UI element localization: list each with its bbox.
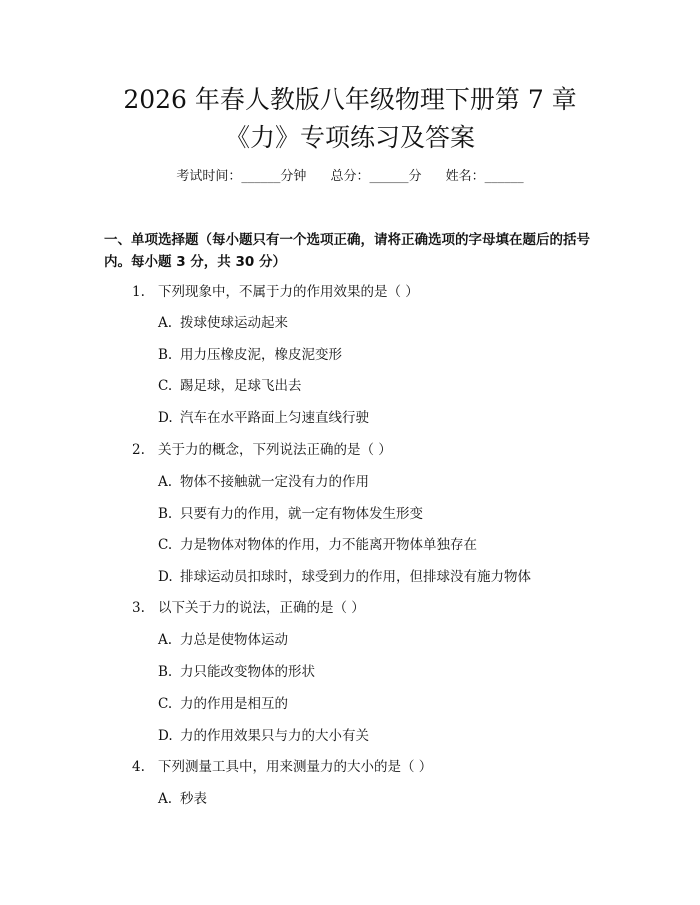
option-letter: D. [158, 569, 173, 585]
option-1a [158, 313, 288, 333]
option-letter: A. [158, 632, 173, 648]
option-text: 用力压橡皮泥，橡皮泥变形 [180, 347, 342, 363]
question-2 [132, 440, 392, 460]
question-number: 3. [132, 600, 145, 616]
option-text: 力总是使物体运动 [180, 632, 288, 648]
option-letter: C. [158, 378, 173, 394]
option-text: 秒表 [180, 791, 207, 807]
option-text: 力是物体对物体的作用，力不能离开物体单独存在 [180, 537, 477, 553]
option-text: 物体不接触就一定没有力的作用 [180, 474, 369, 490]
option-text: 排球运动员扣球时，球受到力的作用，但排球没有施力物体 [180, 569, 531, 585]
total-score-field: 总分：______分 [330, 169, 422, 184]
option-3a [158, 630, 288, 650]
option-text: 拨球使球运动起来 [180, 315, 288, 331]
option-2b [158, 504, 423, 524]
question-3 [132, 598, 365, 618]
option-1b [158, 345, 342, 365]
exam-info [0, 168, 700, 186]
option-1c [158, 376, 302, 396]
question-4 [132, 757, 432, 777]
option-2c [158, 535, 477, 555]
question-text: 下列现象中，不属于力的作用效果的是（ ） [158, 284, 419, 300]
option-letter: B. [158, 664, 173, 680]
option-text: 力的作用效果只与力的大小有关 [180, 728, 369, 744]
option-text: 汽车在水平路面上匀速直线行驶 [180, 410, 369, 426]
option-4a [158, 789, 207, 809]
question-text: 下列测量工具中，用来测量力的大小的是（ ） [158, 759, 433, 775]
option-letter: D. [158, 728, 173, 744]
document-title-line2: 《力》专项练习及答案 [224, 123, 475, 152]
option-3b [158, 662, 315, 682]
question-text: 关于力的概念，下列说法正确的是（ ） [158, 442, 392, 458]
option-text: 力只能改变物体的形状 [180, 664, 315, 680]
question-number: 1. [132, 284, 145, 300]
option-letter: A. [158, 315, 173, 331]
option-text: 力的作用是相互的 [180, 696, 288, 712]
student-name-field: 姓名：______ [445, 169, 524, 184]
section-heading: 一、单项选择题（每小题只有一个选项正确，请将正确选项的字母填在题后的括号内。每小题 3 分，共 30 分） [104, 232, 590, 270]
option-letter: C. [158, 696, 173, 712]
option-letter: C. [158, 537, 173, 553]
option-letter: A. [158, 791, 173, 807]
option-letter: B. [158, 347, 173, 363]
option-3d [158, 726, 369, 746]
option-letter: D. [158, 410, 173, 426]
option-text: 踢足球，足球飞出去 [180, 378, 302, 394]
exam-time-field: 考试时间：______分钟 [176, 169, 307, 184]
option-3c [158, 694, 288, 714]
option-text: 只要有力的作用，就一定有物体发生形变 [180, 506, 423, 522]
option-1d [158, 408, 369, 428]
question-number: 2. [132, 442, 145, 458]
option-letter: A. [158, 474, 173, 490]
option-2a [158, 472, 369, 492]
question-text: 以下关于力的说法，正确的是（ ） [158, 600, 365, 616]
question-number: 4. [132, 759, 145, 775]
question-1 [132, 282, 419, 302]
document-title-line1: 2026 年春人教版八年级物理下册第 7 章 [123, 85, 577, 114]
option-2d [158, 567, 531, 587]
option-letter: B. [158, 506, 173, 522]
